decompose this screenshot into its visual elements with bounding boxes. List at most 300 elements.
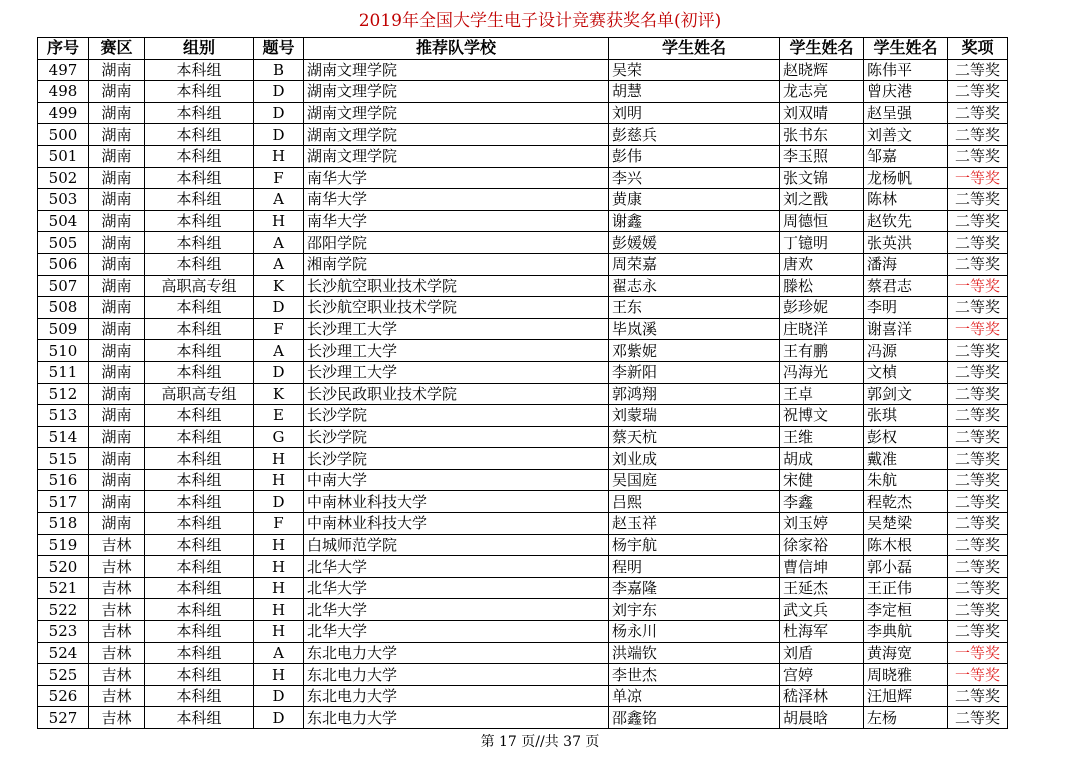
cell-index: 502 [38, 167, 89, 189]
cell-student-1: 谢鑫 [609, 210, 780, 232]
cell-problem: H [254, 145, 304, 167]
cell-student-2: 庄晓洋 [780, 318, 864, 340]
cell-student-1: 胡慧 [609, 81, 780, 103]
cell-group: 本科组 [145, 253, 254, 275]
cell-award: 二等奖 [948, 59, 1008, 81]
cell-group: 本科组 [145, 124, 254, 146]
cell-group: 本科组 [145, 534, 254, 556]
cell-region: 湖南 [89, 81, 145, 103]
cell-problem: H [254, 599, 304, 621]
cell-school: 东北电力大学 [304, 664, 609, 686]
cell-student-3: 陈伟平 [864, 59, 948, 81]
cell-school: 北华大学 [304, 556, 609, 578]
cell-school: 中南大学 [304, 469, 609, 491]
table-row [38, 124, 1008, 146]
cell-index: 516 [38, 469, 89, 491]
cell-group: 本科组 [145, 405, 254, 427]
cell-index: 510 [38, 340, 89, 362]
cell-school: 长沙学院 [304, 448, 609, 470]
cell-group: 本科组 [145, 513, 254, 535]
cell-index: 501 [38, 145, 89, 167]
cell-student-2: 杜海军 [780, 621, 864, 643]
table-row [38, 189, 1008, 211]
cell-index: 527 [38, 707, 89, 729]
cell-school: 湖南文理学院 [304, 145, 609, 167]
cell-problem: D [254, 81, 304, 103]
cell-group: 本科组 [145, 491, 254, 513]
cell-student-1: 刘明 [609, 102, 780, 124]
header-student-1: 学生姓名 [609, 38, 780, 60]
cell-student-1: 单凉 [609, 685, 780, 707]
cell-problem: H [254, 577, 304, 599]
cell-group: 高职高专组 [145, 383, 254, 405]
awards-table [37, 37, 1008, 729]
table-row [38, 448, 1008, 470]
cell-school: 湖南文理学院 [304, 102, 609, 124]
cell-school: 南华大学 [304, 189, 609, 211]
cell-school: 中南林业科技大学 [304, 513, 609, 535]
cell-student-1: 彭媛媛 [609, 232, 780, 254]
cell-school: 邵阳学院 [304, 232, 609, 254]
cell-group: 本科组 [145, 189, 254, 211]
cell-award: 二等奖 [948, 405, 1008, 427]
cell-group: 本科组 [145, 469, 254, 491]
cell-student-3: 程乾杰 [864, 491, 948, 513]
cell-index: 513 [38, 405, 89, 427]
cell-region: 湖南 [89, 167, 145, 189]
cell-region: 吉林 [89, 707, 145, 729]
cell-school: 北华大学 [304, 577, 609, 599]
cell-award: 二等奖 [948, 340, 1008, 362]
cell-index: 512 [38, 383, 89, 405]
cell-school: 长沙航空职业技术学院 [304, 297, 609, 319]
cell-region: 吉林 [89, 642, 145, 664]
cell-school: 长沙学院 [304, 426, 609, 448]
cell-student-3: 潘海 [864, 253, 948, 275]
cell-group: 本科组 [145, 59, 254, 81]
cell-award: 二等奖 [948, 469, 1008, 491]
header-region: 赛区 [89, 38, 145, 60]
cell-group: 本科组 [145, 448, 254, 470]
cell-student-2: 胡成 [780, 448, 864, 470]
table-row [38, 383, 1008, 405]
cell-award: 二等奖 [948, 707, 1008, 729]
cell-student-2: 王延杰 [780, 577, 864, 599]
cell-region: 湖南 [89, 102, 145, 124]
cell-index: 508 [38, 297, 89, 319]
cell-student-1: 郭鸿翔 [609, 383, 780, 405]
cell-award: 一等奖 [948, 167, 1008, 189]
table-header-row [38, 38, 1008, 60]
cell-group: 本科组 [145, 318, 254, 340]
cell-student-3: 陈木根 [864, 534, 948, 556]
cell-student-3: 郭剑文 [864, 383, 948, 405]
header-problem: 题号 [254, 38, 304, 60]
cell-group: 本科组 [145, 167, 254, 189]
cell-region: 吉林 [89, 577, 145, 599]
cell-region: 湖南 [89, 275, 145, 297]
cell-school: 长沙理工大学 [304, 318, 609, 340]
cell-region: 湖南 [89, 383, 145, 405]
cell-student-3: 王正伟 [864, 577, 948, 599]
cell-group: 本科组 [145, 210, 254, 232]
cell-group: 本科组 [145, 297, 254, 319]
cell-student-2: 徐家裕 [780, 534, 864, 556]
header-student-2: 学生姓名 [780, 38, 864, 60]
cell-student-1: 刘业成 [609, 448, 780, 470]
cell-student-2: 张书东 [780, 124, 864, 146]
cell-award: 二等奖 [948, 189, 1008, 211]
cell-student-1: 翟志永 [609, 275, 780, 297]
table-row [38, 642, 1008, 664]
cell-student-3: 郭小磊 [864, 556, 948, 578]
cell-region: 吉林 [89, 621, 145, 643]
cell-student-3: 谢喜洋 [864, 318, 948, 340]
cell-student-1: 杨永川 [609, 621, 780, 643]
cell-student-2: 张文锦 [780, 167, 864, 189]
cell-group: 本科组 [145, 340, 254, 362]
cell-region: 吉林 [89, 556, 145, 578]
cell-group: 本科组 [145, 664, 254, 686]
cell-student-2: 刘双晴 [780, 102, 864, 124]
cell-problem: D [254, 102, 304, 124]
table-row [38, 145, 1008, 167]
cell-student-2: 宋健 [780, 469, 864, 491]
cell-school: 湘南学院 [304, 253, 609, 275]
cell-region: 湖南 [89, 253, 145, 275]
cell-student-3: 张英洪 [864, 232, 948, 254]
cell-student-3: 赵钦先 [864, 210, 948, 232]
cell-student-3: 李典航 [864, 621, 948, 643]
cell-student-2: 赵晓辉 [780, 59, 864, 81]
cell-problem: A [254, 253, 304, 275]
cell-problem: K [254, 275, 304, 297]
cell-student-2: 李玉照 [780, 145, 864, 167]
table-row [38, 685, 1008, 707]
cell-student-1: 王东 [609, 297, 780, 319]
table-row [38, 664, 1008, 686]
cell-problem: A [254, 642, 304, 664]
cell-group: 本科组 [145, 145, 254, 167]
cell-group: 本科组 [145, 81, 254, 103]
cell-region: 湖南 [89, 513, 145, 535]
cell-student-2: 丁镱明 [780, 232, 864, 254]
table-row [38, 59, 1008, 81]
cell-student-1: 李世杰 [609, 664, 780, 686]
cell-student-3: 陈林 [864, 189, 948, 211]
table-row [38, 232, 1008, 254]
cell-award: 二等奖 [948, 232, 1008, 254]
cell-index: 500 [38, 124, 89, 146]
cell-index: 511 [38, 361, 89, 383]
cell-student-3: 赵呈强 [864, 102, 948, 124]
cell-group: 本科组 [145, 232, 254, 254]
table-row [38, 340, 1008, 362]
cell-region: 湖南 [89, 210, 145, 232]
cell-index: 518 [38, 513, 89, 535]
cell-school: 中南林业科技大学 [304, 491, 609, 513]
cell-student-2: 彭珍妮 [780, 297, 864, 319]
cell-school: 长沙学院 [304, 405, 609, 427]
cell-problem: D [254, 297, 304, 319]
table-row [38, 534, 1008, 556]
cell-problem: D [254, 707, 304, 729]
cell-group: 本科组 [145, 556, 254, 578]
cell-school: 东北电力大学 [304, 707, 609, 729]
cell-index: 517 [38, 491, 89, 513]
cell-school: 东北电力大学 [304, 685, 609, 707]
cell-region: 湖南 [89, 124, 145, 146]
cell-student-3: 李明 [864, 297, 948, 319]
cell-problem: H [254, 448, 304, 470]
cell-student-3: 张琪 [864, 405, 948, 427]
cell-student-1: 吴国庭 [609, 469, 780, 491]
header-index: 序号 [38, 38, 89, 60]
cell-problem: F [254, 167, 304, 189]
header-school: 推荐队学校 [304, 38, 609, 60]
cell-student-2: 龙志亮 [780, 81, 864, 103]
cell-index: 515 [38, 448, 89, 470]
cell-student-2: 王卓 [780, 383, 864, 405]
cell-school: 东北电力大学 [304, 642, 609, 664]
cell-award: 二等奖 [948, 253, 1008, 275]
cell-student-2: 王维 [780, 426, 864, 448]
cell-student-2: 胡晨晗 [780, 707, 864, 729]
cell-problem: D [254, 685, 304, 707]
cell-region: 湖南 [89, 318, 145, 340]
cell-student-2: 武文兵 [780, 599, 864, 621]
cell-award: 二等奖 [948, 448, 1008, 470]
cell-index: 506 [38, 253, 89, 275]
cell-problem: D [254, 124, 304, 146]
cell-index: 524 [38, 642, 89, 664]
cell-index: 522 [38, 599, 89, 621]
cell-student-1: 刘蒙瑞 [609, 405, 780, 427]
cell-region: 吉林 [89, 685, 145, 707]
cell-student-2: 嵇泽林 [780, 685, 864, 707]
page-title: 2019年全国大学生电子设计竞赛获奖名单(初评) [358, 11, 722, 31]
cell-school: 湖南文理学院 [304, 124, 609, 146]
cell-index: 503 [38, 189, 89, 211]
table-row [38, 318, 1008, 340]
cell-index: 505 [38, 232, 89, 254]
cell-award: 一等奖 [948, 642, 1008, 664]
cell-award: 二等奖 [948, 124, 1008, 146]
cell-group: 本科组 [145, 642, 254, 664]
cell-problem: B [254, 59, 304, 81]
table-row [38, 707, 1008, 729]
cell-group: 本科组 [145, 577, 254, 599]
cell-group: 本科组 [145, 685, 254, 707]
cell-student-3: 左杨 [864, 707, 948, 729]
cell-index: 499 [38, 102, 89, 124]
cell-school: 北华大学 [304, 599, 609, 621]
table-row [38, 102, 1008, 124]
cell-award: 一等奖 [948, 664, 1008, 686]
cell-award: 二等奖 [948, 556, 1008, 578]
cell-index: 498 [38, 81, 89, 103]
cell-region: 吉林 [89, 599, 145, 621]
cell-school: 南华大学 [304, 167, 609, 189]
cell-index: 507 [38, 275, 89, 297]
cell-student-3: 刘善文 [864, 124, 948, 146]
cell-problem: D [254, 491, 304, 513]
cell-student-1: 蔡天杭 [609, 426, 780, 448]
cell-award: 二等奖 [948, 426, 1008, 448]
cell-student-3: 冯源 [864, 340, 948, 362]
cell-problem: H [254, 210, 304, 232]
cell-group: 本科组 [145, 426, 254, 448]
cell-student-1: 杨宇航 [609, 534, 780, 556]
cell-student-1: 刘宇东 [609, 599, 780, 621]
cell-student-2: 滕松 [780, 275, 864, 297]
table-body [38, 59, 1008, 728]
cell-student-3: 邹嘉 [864, 145, 948, 167]
cell-student-2: 冯海光 [780, 361, 864, 383]
cell-award: 二等奖 [948, 534, 1008, 556]
table-row [38, 275, 1008, 297]
header-student-3: 学生姓名 [864, 38, 948, 60]
cell-region: 湖南 [89, 469, 145, 491]
cell-index: 504 [38, 210, 89, 232]
cell-student-1: 吴荣 [609, 59, 780, 81]
cell-student-3: 李定桓 [864, 599, 948, 621]
cell-problem: G [254, 426, 304, 448]
cell-region: 吉林 [89, 534, 145, 556]
cell-school: 北华大学 [304, 621, 609, 643]
cell-student-2: 刘之戬 [780, 189, 864, 211]
cell-problem: D [254, 361, 304, 383]
cell-student-1: 李嘉隆 [609, 577, 780, 599]
cell-student-1: 程明 [609, 556, 780, 578]
cell-student-3: 蔡君志 [864, 275, 948, 297]
cell-region: 湖南 [89, 59, 145, 81]
cell-index: 497 [38, 59, 89, 81]
cell-student-1: 黄康 [609, 189, 780, 211]
cell-award: 二等奖 [948, 491, 1008, 513]
cell-index: 519 [38, 534, 89, 556]
cell-student-3: 黄海宽 [864, 642, 948, 664]
table-row [38, 577, 1008, 599]
cell-school: 长沙航空职业技术学院 [304, 275, 609, 297]
cell-index: 509 [38, 318, 89, 340]
cell-region: 湖南 [89, 189, 145, 211]
cell-student-3: 朱航 [864, 469, 948, 491]
cell-award: 二等奖 [948, 621, 1008, 643]
cell-region: 湖南 [89, 405, 145, 427]
cell-index: 520 [38, 556, 89, 578]
cell-school: 白城师范学院 [304, 534, 609, 556]
page-footer: 第 17 页//共 37 页 [480, 734, 600, 750]
table-row [38, 297, 1008, 319]
cell-school: 长沙民政职业技术学院 [304, 383, 609, 405]
cell-student-1: 李新阳 [609, 361, 780, 383]
cell-problem: E [254, 405, 304, 427]
header-award: 奖项 [948, 38, 1008, 60]
cell-problem: A [254, 232, 304, 254]
cell-student-2: 宫婷 [780, 664, 864, 686]
cell-award: 二等奖 [948, 297, 1008, 319]
table-row [38, 167, 1008, 189]
cell-index: 521 [38, 577, 89, 599]
cell-problem: H [254, 621, 304, 643]
cell-student-1: 邵鑫铭 [609, 707, 780, 729]
cell-school: 湖南文理学院 [304, 59, 609, 81]
cell-school: 南华大学 [304, 210, 609, 232]
table-row [38, 491, 1008, 513]
table-row [38, 621, 1008, 643]
cell-student-3: 吴楚梁 [864, 513, 948, 535]
cell-student-2: 曹信坤 [780, 556, 864, 578]
cell-award: 二等奖 [948, 599, 1008, 621]
cell-student-3: 汪旭辉 [864, 685, 948, 707]
cell-award: 二等奖 [948, 577, 1008, 599]
cell-student-1: 彭慈兵 [609, 124, 780, 146]
cell-student-1: 周荣嘉 [609, 253, 780, 275]
cell-student-1: 李兴 [609, 167, 780, 189]
cell-region: 湖南 [89, 426, 145, 448]
cell-award: 一等奖 [948, 318, 1008, 340]
table-row [38, 210, 1008, 232]
cell-student-3: 文楨 [864, 361, 948, 383]
cell-student-2: 唐欢 [780, 253, 864, 275]
cell-region: 湖南 [89, 145, 145, 167]
table-row [38, 556, 1008, 578]
cell-problem: K [254, 383, 304, 405]
cell-award: 二等奖 [948, 685, 1008, 707]
cell-award: 二等奖 [948, 383, 1008, 405]
cell-region: 湖南 [89, 297, 145, 319]
table-row [38, 469, 1008, 491]
cell-school: 湖南文理学院 [304, 81, 609, 103]
cell-student-1: 赵玉祥 [609, 513, 780, 535]
cell-student-2: 李鑫 [780, 491, 864, 513]
cell-region: 湖南 [89, 340, 145, 362]
cell-problem: H [254, 534, 304, 556]
cell-problem: H [254, 556, 304, 578]
cell-student-2: 周德恒 [780, 210, 864, 232]
cell-award: 二等奖 [948, 81, 1008, 103]
cell-student-1: 毕岚溪 [609, 318, 780, 340]
cell-index: 514 [38, 426, 89, 448]
cell-problem: H [254, 469, 304, 491]
cell-award: 二等奖 [948, 361, 1008, 383]
cell-problem: A [254, 340, 304, 362]
cell-student-2: 王有鹏 [780, 340, 864, 362]
cell-school: 长沙理工大学 [304, 361, 609, 383]
cell-student-3: 龙杨帆 [864, 167, 948, 189]
table-row [38, 81, 1008, 103]
cell-student-3: 周晓雅 [864, 664, 948, 686]
cell-student-1: 吕熙 [609, 491, 780, 513]
cell-student-1: 邓紫妮 [609, 340, 780, 362]
cell-group: 本科组 [145, 361, 254, 383]
cell-group: 本科组 [145, 102, 254, 124]
cell-index: 523 [38, 621, 89, 643]
cell-award: 一等奖 [948, 275, 1008, 297]
cell-award: 二等奖 [948, 210, 1008, 232]
cell-region: 吉林 [89, 664, 145, 686]
cell-school: 长沙理工大学 [304, 340, 609, 362]
cell-student-3: 曾庆港 [864, 81, 948, 103]
cell-region: 湖南 [89, 491, 145, 513]
table-row [38, 253, 1008, 275]
cell-award: 二等奖 [948, 102, 1008, 124]
cell-problem: F [254, 513, 304, 535]
cell-group: 本科组 [145, 707, 254, 729]
cell-problem: H [254, 664, 304, 686]
table-row [38, 513, 1008, 535]
